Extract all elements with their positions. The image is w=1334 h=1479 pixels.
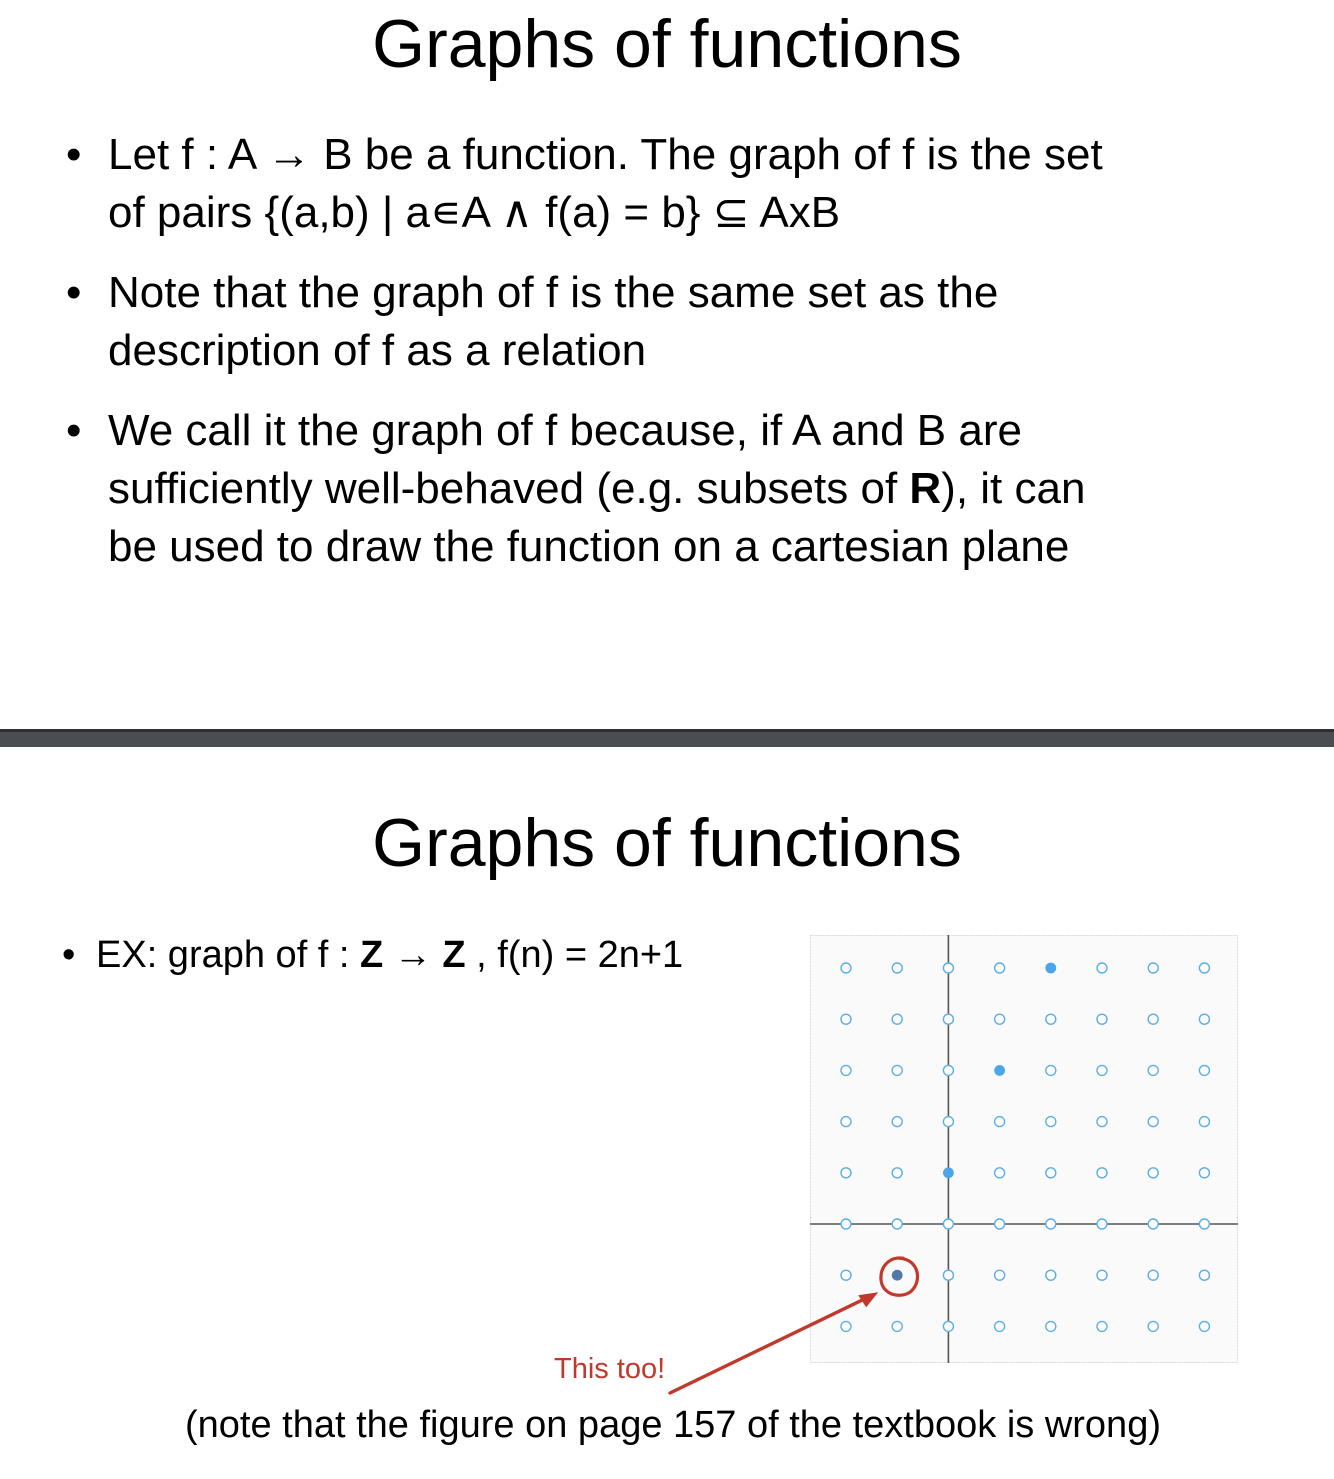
graph-point [943, 1167, 954, 1178]
lattice-point [1148, 1270, 1158, 1280]
lattice-point [1148, 963, 1158, 973]
lattice-point [1199, 1219, 1209, 1229]
lattice-point [943, 1014, 953, 1024]
graph-point [994, 1065, 1005, 1076]
bullet-graph-name-reason [60, 402, 1310, 576]
lattice-point [1046, 1270, 1056, 1280]
lattice-point [841, 1270, 851, 1280]
lattice-point [1097, 1168, 1107, 1178]
lattice-point [1148, 1065, 1158, 1075]
lattice-point [841, 1065, 851, 1075]
bullet-line-segment: sufficiently well-behaved (e.g. subsets of [108, 464, 910, 513]
lattice-point [995, 1219, 1005, 1229]
lattice-point [943, 1321, 953, 1331]
lattice-point [1046, 1117, 1056, 1127]
lattice-point [841, 1014, 851, 1024]
figure-frame [811, 936, 1238, 1363]
lattice-point [892, 1014, 902, 1024]
textbook-note: (note that the figure on page 157 of the textbook is wrong) [185, 1404, 1161, 1446]
lattice-point [892, 963, 902, 973]
bullet-graph-relation [60, 264, 1310, 380]
lattice-point [1199, 1168, 1209, 1178]
slide-1-bullet-list [60, 126, 1310, 598]
lattice-point [1148, 1117, 1158, 1127]
lattice-point [1199, 1321, 1209, 1331]
example-text-pre: EX: graph of f : [96, 934, 361, 976]
lattice-point [1148, 1321, 1158, 1331]
lattice-point [892, 1117, 902, 1127]
lattice-point [1097, 963, 1107, 973]
lattice-point [841, 1219, 851, 1229]
lattice-point [892, 1168, 902, 1178]
lattice-point [995, 1117, 1005, 1127]
lattice-point [1097, 1321, 1107, 1331]
lattice-point [1199, 1014, 1209, 1024]
lattice-point [1148, 1014, 1158, 1024]
slide-1 [0, 0, 1334, 729]
lattice-point [841, 963, 851, 973]
lattice-point [1046, 1065, 1056, 1075]
bullet-graph-definition [60, 126, 1310, 242]
slide-2-title: Graphs of functions [372, 805, 962, 881]
example-text-post: , f(n) = 2n+1 [465, 934, 684, 976]
graph-point [1045, 963, 1056, 974]
lattice-point [1148, 1219, 1158, 1229]
lattice-point [841, 1321, 851, 1331]
lattice-point [892, 1321, 902, 1331]
lattice-point [995, 1014, 1005, 1024]
slide-2 [0, 747, 1334, 1479]
lattice-point [1097, 1219, 1107, 1229]
bullet-line-segment: ), it can [941, 464, 1086, 513]
lattice-point [1097, 1270, 1107, 1280]
bullet-dot: • [66, 406, 82, 455]
lattice-point [1097, 1065, 1107, 1075]
bullet-line: of pairs {(a,b) | a∊A ∧ f(a) = b} ⊆ AxB [108, 188, 841, 237]
reals-symbol: R [909, 464, 942, 513]
lattice-point [892, 1065, 902, 1075]
example-bullet [62, 931, 683, 979]
integers-symbol: Z [442, 934, 466, 976]
graph-point [892, 1270, 903, 1281]
bullet-dot: • [62, 934, 76, 976]
lattice-point [995, 963, 1005, 973]
lattice-point [1097, 1014, 1107, 1024]
slide-divider [0, 729, 1334, 747]
lattice-point [943, 1065, 953, 1075]
lattice-point [1097, 1117, 1107, 1127]
lattice-point [995, 1270, 1005, 1280]
lattice-point [1046, 1321, 1056, 1331]
lattice-point [943, 1219, 953, 1229]
annotation-label: This too! [554, 1353, 666, 1385]
lattice-point [943, 1270, 953, 1280]
integers-symbol: Z [360, 934, 384, 976]
lattice-point [1148, 1168, 1158, 1178]
bullet-dot: • [66, 268, 82, 317]
function-graph-figure [810, 935, 1238, 1363]
slide-1-title: Graphs of functions [372, 6, 962, 82]
lattice-point [995, 1168, 1005, 1178]
lattice-point [1199, 1117, 1209, 1127]
bullet-line: Note that the graph of f is the same set as the [108, 268, 999, 317]
bullet-line: We call it the graph of f because, if A and B are [108, 406, 1022, 455]
lattice-point [1199, 1270, 1209, 1280]
lattice-point [841, 1117, 851, 1127]
lattice-point [1046, 1168, 1056, 1178]
lattice-point [1046, 1219, 1056, 1229]
lattice-point [943, 963, 953, 973]
bullet-line: Let f : A → B be a function. The graph of f is the set [108, 130, 1103, 179]
lattice-point [841, 1168, 851, 1178]
bullet-line: be used to draw the function on a cartesian plane [108, 522, 1070, 571]
lattice-point [1199, 1065, 1209, 1075]
arrow-symbol: → [383, 934, 443, 976]
lattice-point [1046, 1014, 1056, 1024]
bullet-dot: • [66, 130, 82, 179]
lattice-point [1199, 963, 1209, 973]
bullet-line: description of f as a relation [108, 326, 647, 375]
lattice-point [892, 1219, 902, 1229]
lattice-point [995, 1321, 1005, 1331]
lattice-point [943, 1117, 953, 1127]
